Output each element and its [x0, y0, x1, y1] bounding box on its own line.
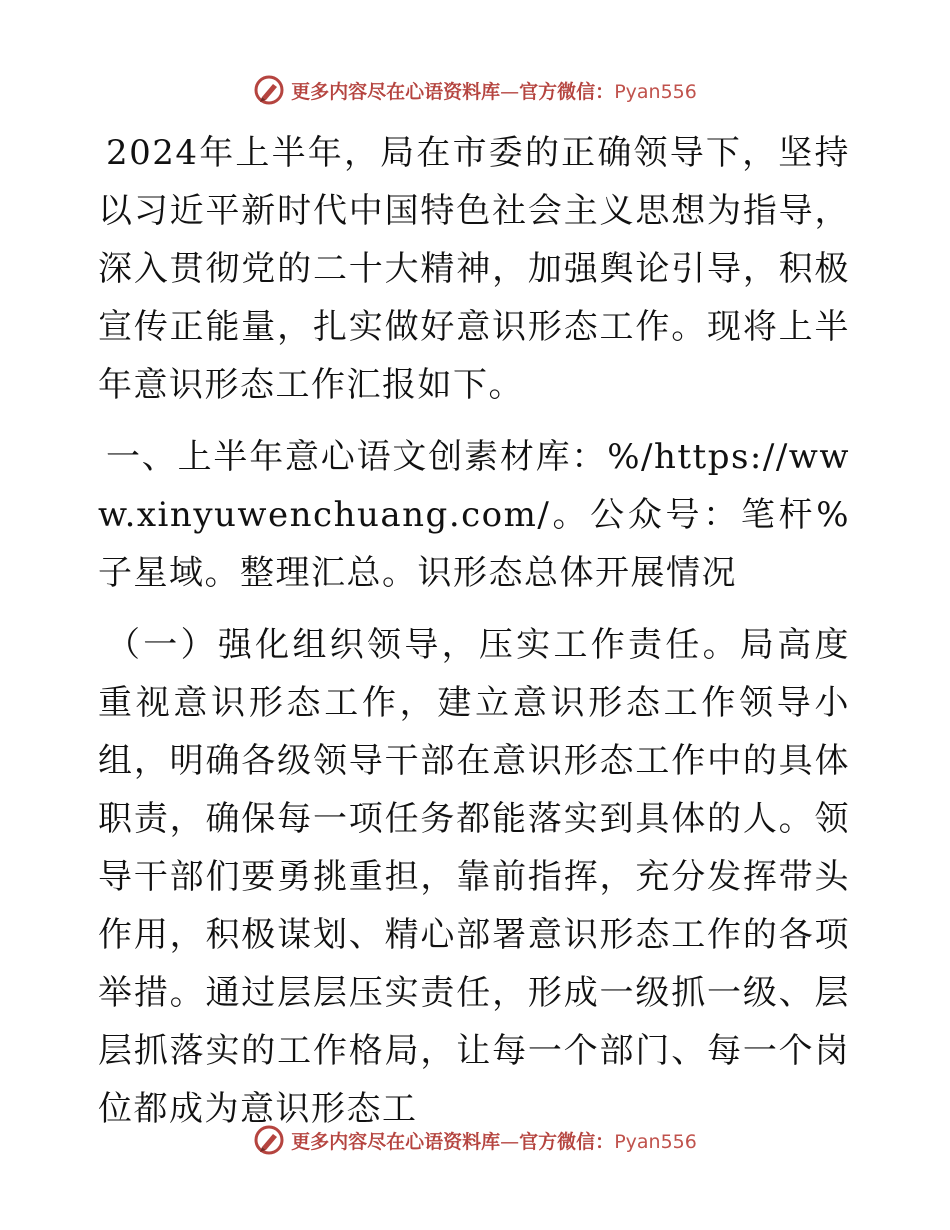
- header-wechat-label: 官方微信：: [519, 80, 615, 103]
- footer-banner: [0, 1120, 950, 1160]
- footer-account: Pyan556: [614, 1130, 697, 1153]
- header-site-text: 更多内容尽在心语资料库: [291, 80, 501, 103]
- paragraph-intro: 2024年上半年，局在市委的正确领导下，坚持以习近平新时代中国特色社会主义思想为指导，深入贯彻党的二十大精神，加强舆论引导，积极宣传正能量，扎实做好意识形态工作。现将上半年意识形态工作汇报如下。: [98, 133, 850, 405]
- pen-circle-logo-icon: [253, 1124, 285, 1156]
- document-body: [98, 124, 850, 1138]
- header-banner: [0, 70, 950, 110]
- paragraph-subsection-one: （一）强化组织领导，压实工作责任。局高度重视意识形态工作，建立意识形态工作领导小组，明确各级领导干部在意识形态工作中的具体职责，确保每一项任务都能落实到具体的人。领导干部们要勇挑重担，靠前指挥，充分发挥带头作用，积极谋划、精心部署意识形态工作的各项举措。通过层层压实责任，形成一级抓一级、层层抓落实的工作格局，让每一个部门、每一个岗位都成为意识形态工: [98, 625, 850, 1129]
- paragraph-section-heading: 一、上半年意心语文创素材库：%/https://www.xinyuwenchuang.com/。公众号：笔杆%子星域。整理汇总。识形态总体开展情况: [98, 437, 850, 593]
- header-banner-text: [291, 77, 697, 104]
- footer-banner-text: [291, 1127, 697, 1154]
- footer-wechat-label: 官方微信：: [519, 1130, 615, 1153]
- footer-site-text: 更多内容尽在心语资料库: [291, 1130, 501, 1153]
- header-account: Pyan556: [614, 80, 697, 103]
- pen-circle-logo-icon: [253, 74, 285, 106]
- footer-dash: —: [500, 1130, 520, 1153]
- header-dash: —: [500, 80, 520, 103]
